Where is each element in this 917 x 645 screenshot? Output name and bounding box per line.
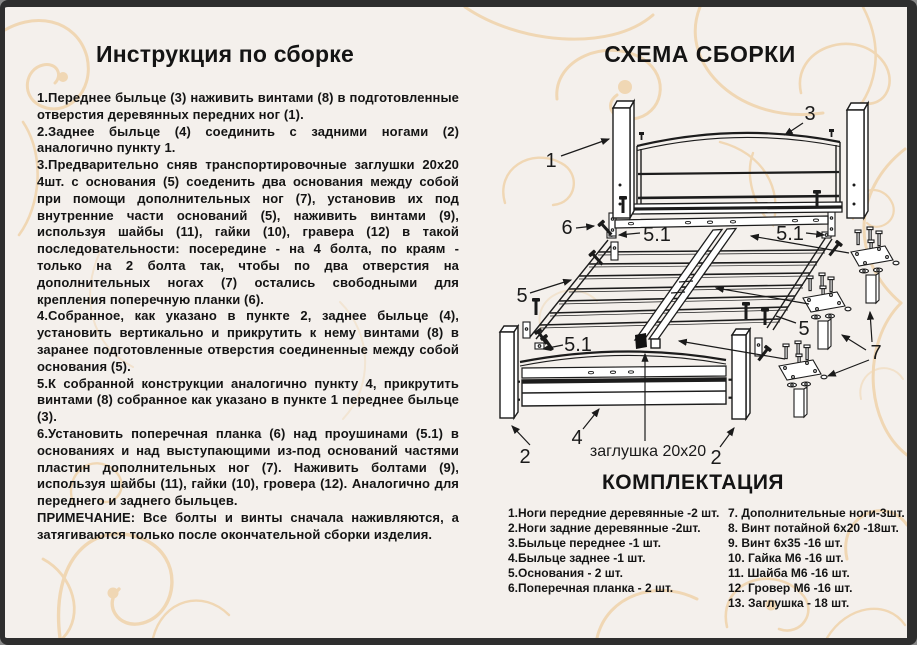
kit-item: 4.Быльце заднее -1 шт. bbox=[508, 551, 646, 565]
kit-list-right bbox=[728, 506, 917, 611]
callout-2-rear-leg-left: 2 bbox=[519, 446, 531, 468]
kit-item: 1.Ноги передние деревянные -2 шт. bbox=[508, 506, 720, 520]
kit-item: 13. Заглушка - 18 шт. bbox=[728, 596, 850, 610]
assembly-diagram bbox=[483, 92, 915, 477]
callout-7-additional-legs: 7 bbox=[870, 342, 882, 364]
instructions-panel bbox=[37, 35, 459, 544]
kit-title: КОМПЛЕКТАЦИЯ bbox=[601, 471, 785, 494]
rear-leg-left bbox=[500, 326, 518, 418]
callout-5-1-left-lug: 5.1 bbox=[643, 224, 671, 246]
kit-item: 8. Винт потайной 6х20 -18шт. bbox=[728, 521, 899, 535]
footboard bbox=[500, 326, 750, 419]
callout-5-base-right: 5 bbox=[798, 318, 810, 340]
instruction-step-3: 3.Предварительно сняв транспортировочные заглушки 20х20 4шт. с основания (5) соеденить два основания между собой при помощи дополнительных ног (7), установив их под внутренние части оснований (5), наживить винтами (9), используя шайбы (11), гайки (10), гравера (12) в такой последовательности: посередине - на 4 болта, по краям - только на 2 болта так, чтобы по два отверстия на дополнительных ногах (7) остались свободными для крепления поперечную планки (6). bbox=[37, 157, 459, 307]
additional-leg-assembly-2 bbox=[803, 273, 851, 349]
headboard bbox=[613, 101, 868, 218]
front-leg-right bbox=[847, 103, 868, 218]
additional-leg-assembly-3 bbox=[779, 341, 827, 417]
callout-5-1-right-lug: 5.1 bbox=[776, 223, 804, 245]
callout-3-front-byltse: 3 bbox=[804, 103, 816, 125]
instruction-note: ПРИМЕЧАНИЕ: Все болты и винты сначала наживляются, а затягиваются только после окончательной сборки изделия. bbox=[37, 509, 459, 542]
additional-leg-assembly-1 bbox=[851, 227, 899, 303]
callout-4-rear-byltse: 4 bbox=[571, 427, 583, 449]
kit-item: 10. Гайка М6 -16 шт. bbox=[728, 551, 844, 565]
scheme-title: СХЕМА СБОРКИ bbox=[604, 41, 796, 67]
plug-loose bbox=[651, 339, 660, 348]
callout-6-cross-plank: 6 bbox=[561, 217, 573, 239]
bed-line-art bbox=[500, 101, 899, 447]
plug-installed bbox=[635, 333, 647, 349]
kit-item: 5.Основания - 2 шт. bbox=[508, 566, 623, 580]
kit-item: 11. Шайба М6 -16 шт. bbox=[728, 566, 850, 580]
instruction-step-2: 2.Заднее быльце (4) соединить с задними ногами (2) аналогично пункту 1. bbox=[37, 123, 459, 156]
instruction-step-6: 6.Установить поперечная планка (6) над проушинами (5.1) в основаниях и над выступающими из-под оснований частями пластин дополнительных ног (7). Наживить болтами (9), используя шайбы (11), гайки (10), гровера (12). Аналогично для переднего и заднего быльцев. bbox=[37, 425, 459, 509]
kit-item: 9. Винт 6х35 -16 шт. bbox=[728, 536, 843, 550]
rear-leg-right bbox=[732, 329, 750, 419]
callout-5-1-bottom-lug: 5.1 bbox=[564, 334, 592, 356]
instruction-step-1: 1.Переднее быльце (3) наживить винтами (8) в подготовленные отверстия деревянных передних ног (1). bbox=[37, 90, 459, 122]
callout-1-front-leg: 1 bbox=[545, 150, 557, 172]
page-content bbox=[5, 7, 907, 638]
kit-item: 12. Гровер М6 -16 шт. bbox=[728, 581, 853, 595]
instructions-title: Инструкция по сборке bbox=[95, 41, 355, 67]
callout-2-rear-leg-right: 2 bbox=[710, 447, 722, 469]
instruction-step-5: 5.К собранной конструкции аналогично пункту 4, прикрутить винтами (8) собранное как указано в пункте 1 переднее быльце (3). bbox=[37, 375, 459, 425]
kit-list-left bbox=[508, 506, 723, 596]
kit-item: 7. Дополнительные ноги-3шт. bbox=[728, 506, 905, 520]
kit-item: 6.Поперечная планка - 2 шт. bbox=[508, 581, 674, 595]
plug-size-label: заглушка 20х20 bbox=[589, 443, 707, 460]
callout-5-base-left: 5 bbox=[516, 285, 528, 307]
kit-item: 2.Ноги задние деревянные -2шт. bbox=[508, 521, 701, 535]
kit-item: 3.Быльце переднее -1 шт. bbox=[508, 536, 661, 550]
instruction-step-4: 4.Собранное, как указано в пункте 2, заднее быльце (4), установить вертикально и прикрутить к нему винтами (8) в заранее подготовленные отверстия соединенные между собой основания (5). bbox=[37, 308, 459, 374]
